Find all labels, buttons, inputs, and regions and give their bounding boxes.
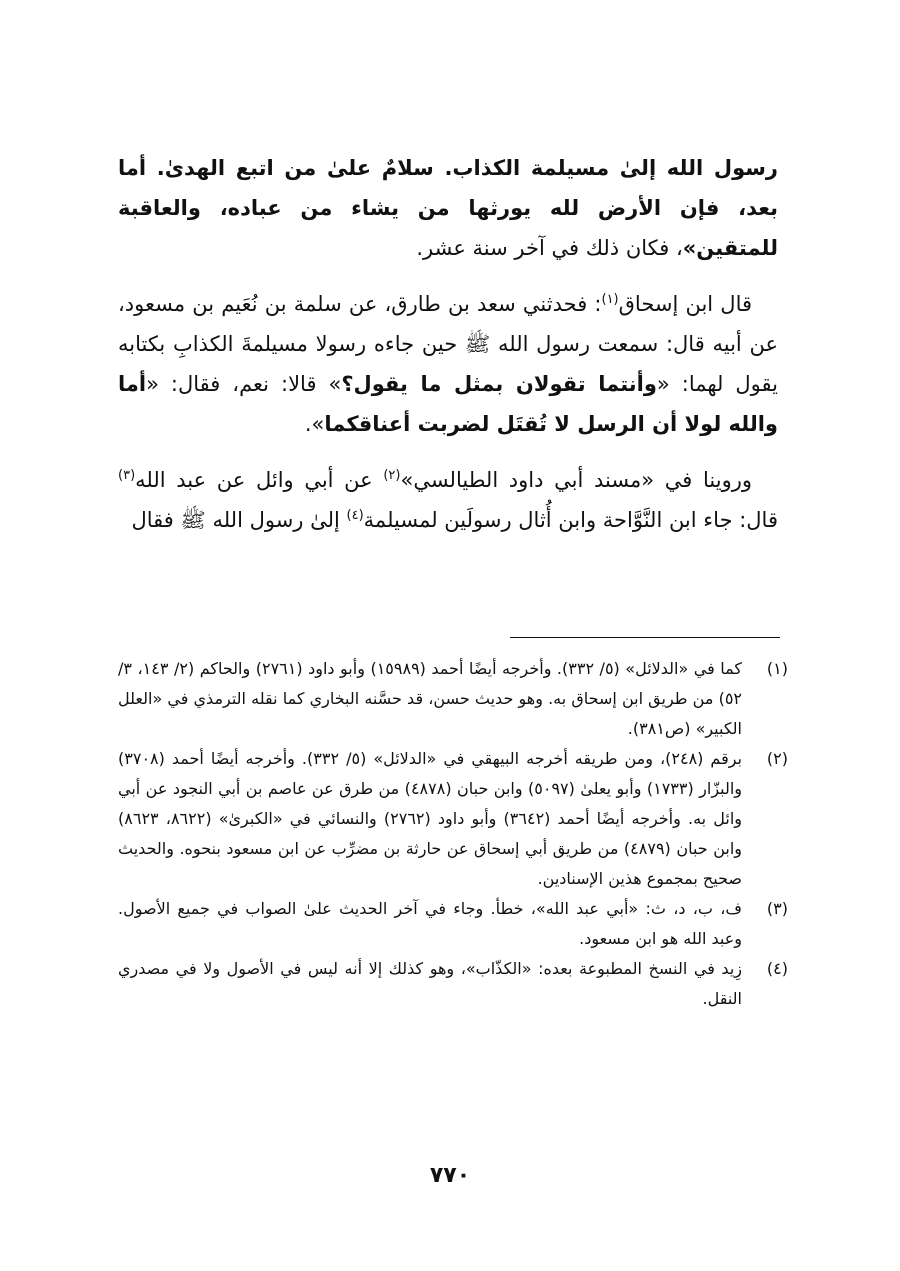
footnote-divider <box>510 637 780 638</box>
footnote-ref-2[interactable]: (٢) <box>383 468 401 483</box>
text-run: قال ابن إسحاق <box>618 292 753 316</box>
footnote-text: ف، ب، د، ث: «أبي عبد الله»، خطأ. وجاء في آخر الحديث علىٰ الصواب في جميع الأصول. وعبد الله هو ابن مسعود. <box>118 899 742 948</box>
footnote-text: زِيد في النسخ المطبوعة بعده: «الكذّاب»، وهو كذلك إلا أنه ليس في الأصول ولا في مصدري النقل. <box>118 959 742 1008</box>
footnotes <box>118 654 788 1014</box>
text-run: ، فكان ذلك في آخر سنة عشر. <box>416 236 683 260</box>
footnote-number: (١) <box>766 659 788 678</box>
text-run: وروينا في «مسند أبي داود الطيالسي» <box>400 468 753 492</box>
main-text <box>118 148 778 556</box>
footnote-text: برقم (٢٤٨)، ومن طريقه أخرجه البيهقي في «الدلائل» (٥/ ٣٣٢). وأخرجه أيضًا أحمد (٣٧٠٨) والبزّار (١٧٣٣) وأبو يعلىٰ (٥٠٩٧) وابن حبان (٤٨٧٨) من طرق عن عاصم بن أبي النجود عن أبي وائل به. وأخرجه أيضًا أحمد (٣٦٤٢) وأبو داود (٢٧٦٢) والنسائي في «الكبرىٰ» (٨٦٢٢، ٨٦٢٣) وابن حبان (٤٨٧٩) من طريق أبي إسحاق عن حارثة بن مضرِّب عن ابن مسعود بنحوه. والحديث صحيح بمجموع هذين الإسنادين. <box>118 749 743 888</box>
paragraph-2 <box>118 284 778 444</box>
bold-quote: وأنتما تقولان بمثل ما يقول؟ <box>341 372 657 396</box>
footnote-3 <box>118 894 788 954</box>
footnote-text: كما في «الدلائل» (٥/ ٣٣٢). وأخرجه أيضًا أحمد (١٥٩٨٩) وأبو داود (٢٧٦١) والحاكم (٢/ ١٤٣، ٣/ ٥٢) من طريق ابن إسحاق به. وهو حديث حسن، قد حسَّنه البخاري كما نقله الترمذي في «العلل الكبير» (ص٣٨١). <box>118 659 743 738</box>
footnote-number: (٣) <box>766 899 788 918</box>
footnote-ref-4[interactable]: (٤) <box>346 508 364 523</box>
footnote-number: (٢) <box>766 749 788 768</box>
bold-quote: رسول الله إلىٰ مسيلمة الكذاب. سلامٌ علىٰ من اتبع الهدىٰ. أما بعد، فإن الأرض لله يورثها من يشاء من عباده، والعاقبة للمتقين» <box>118 156 778 260</box>
footnote-2 <box>118 744 788 894</box>
footnote-ref-3[interactable]: (٣) <box>118 468 136 483</box>
text-run: : فحدثني سعد بن طارق، عن سلمة بن نُعَيم بن مسعود، عن أبيه قال: سمعت رسول الله ﷺ حين جاءه رسولا مسيلمةَ الكذابِ بكتابه يقول لهما: « <box>118 292 778 396</box>
text-run: قال: جاء ابن النَّوَّاحة وابن أُثال رسولَين لمسيلمة <box>363 508 778 532</box>
footnote-number: (٤) <box>766 959 788 978</box>
paragraph-3 <box>118 460 778 540</box>
text-run: ». <box>304 412 325 436</box>
text-run: عن أبي وائل عن عبد الله <box>135 468 384 492</box>
page-number: ٧٧٠ <box>429 1163 471 1188</box>
footnote-1 <box>118 654 788 744</box>
text-run: إلىٰ رسول الله ﷺ فقال <box>131 508 347 532</box>
text-run: » قالا: نعم، فقال: « <box>146 372 342 396</box>
footnote-4 <box>118 954 788 1014</box>
bold-quote: أما والله لولا أن الرسل لا تُقتَل لضربت أعناقكما <box>118 372 778 436</box>
paragraph-1 <box>118 148 778 268</box>
footnote-ref-1[interactable]: (١) <box>601 292 619 307</box>
